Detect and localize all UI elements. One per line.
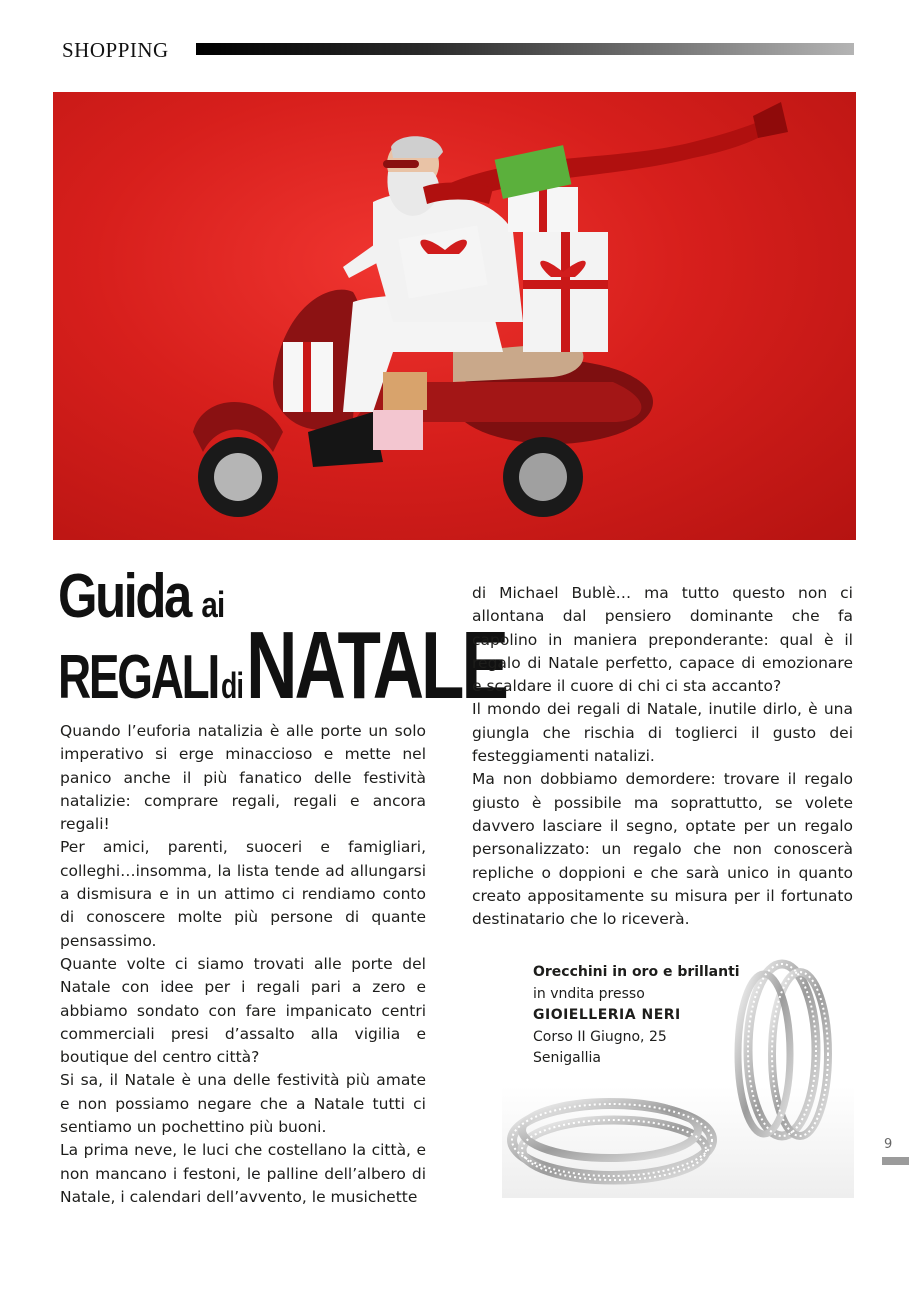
product-caption [533, 962, 740, 1070]
shop-address: Corso II Giugno, 25 [533, 1028, 667, 1045]
article-paragraph: Il mondo dei regali di Natale, inutile dirlo, è una giungla che rischia di toglierci il gusto dei festeggiamenti natalizi. [472, 700, 853, 766]
section-label: SHOPPING [62, 38, 169, 62]
article-paragraph: Si sa, il Natale è una delle festività più amate e non possiamo negare che a Natale tutti ci sentiamo un pochettino più buoni. [60, 1071, 426, 1137]
article-paragraph: La prima neve, le luci che costellano la città, e non mancano i festoni, le palline dell’albero di Natale, i calendari dell’avvento, le musichette [60, 1141, 426, 1206]
title-word-di: di [220, 665, 244, 706]
shop-city: Senigallia [533, 1050, 601, 1066]
product-subtitle: in vndita presso [533, 985, 645, 1002]
article-title-line2 [58, 612, 506, 719]
article-paragraph: Per amici, parenti, suoceri e famigliari, colleghi…insomma, la lista tende ad allungarsi a dismisura e in un attimo ci rendiamo conto di conoscere molte più persone di quante pensassimo. [60, 838, 426, 950]
title-word-ai: ai [201, 584, 225, 625]
article-paragraph: di Michael Bublè… ma tutto questo non ci allontana dal pensiero dominante che fa capolino in maniera preponderante: qual è il regalo di Natale perfetto, capace di emozionare e scaldare il cuore di chi ci sta accanto? [472, 584, 853, 696]
product-title: Orecchini in oro e brillanti [533, 964, 740, 980]
page-tab-marker [882, 1157, 909, 1165]
page-number: 9 [884, 1137, 893, 1152]
article-paragraph: Quando l’euforia natalizia è alle porte un solo imperativo si erge minaccioso e mette nel panico anche il più fanatico delle festività natalizie: comprare regali, regali e ancora regali! [60, 722, 426, 834]
santa-on-scooter-icon [53, 92, 856, 540]
title-word-guida: Guida [58, 562, 190, 631]
article-column-left [60, 720, 426, 1209]
section-rule [196, 43, 854, 55]
shop-name: GIOIELLERIA NERI [533, 1007, 681, 1023]
title-word-natale: NATALE [246, 612, 506, 719]
article-paragraph: Ma non dobbiamo demordere: trovare il regalo giusto è possibile ma soprattutto, se volete davvero lasciare il segno, optate per un regalo personalizzato: un regalo che non conoscerà repliche o doppioni e che sarà unico in quanto creato appositamente su misura per il fortunato destinatario che lo riceverà. [472, 770, 853, 929]
hero-image [53, 92, 856, 540]
article-paragraph: Quante volte ci siamo trovati alle porte del Natale con idee per i regali pari a zero e abbiamo sondato con fare impanicato centri commerciali presi d’assalto alla vigilia e boutique del centro città? [60, 954, 426, 1067]
article-column-right [472, 582, 853, 931]
product-box [502, 950, 854, 1198]
title-word-regali: REGALI [58, 643, 219, 712]
